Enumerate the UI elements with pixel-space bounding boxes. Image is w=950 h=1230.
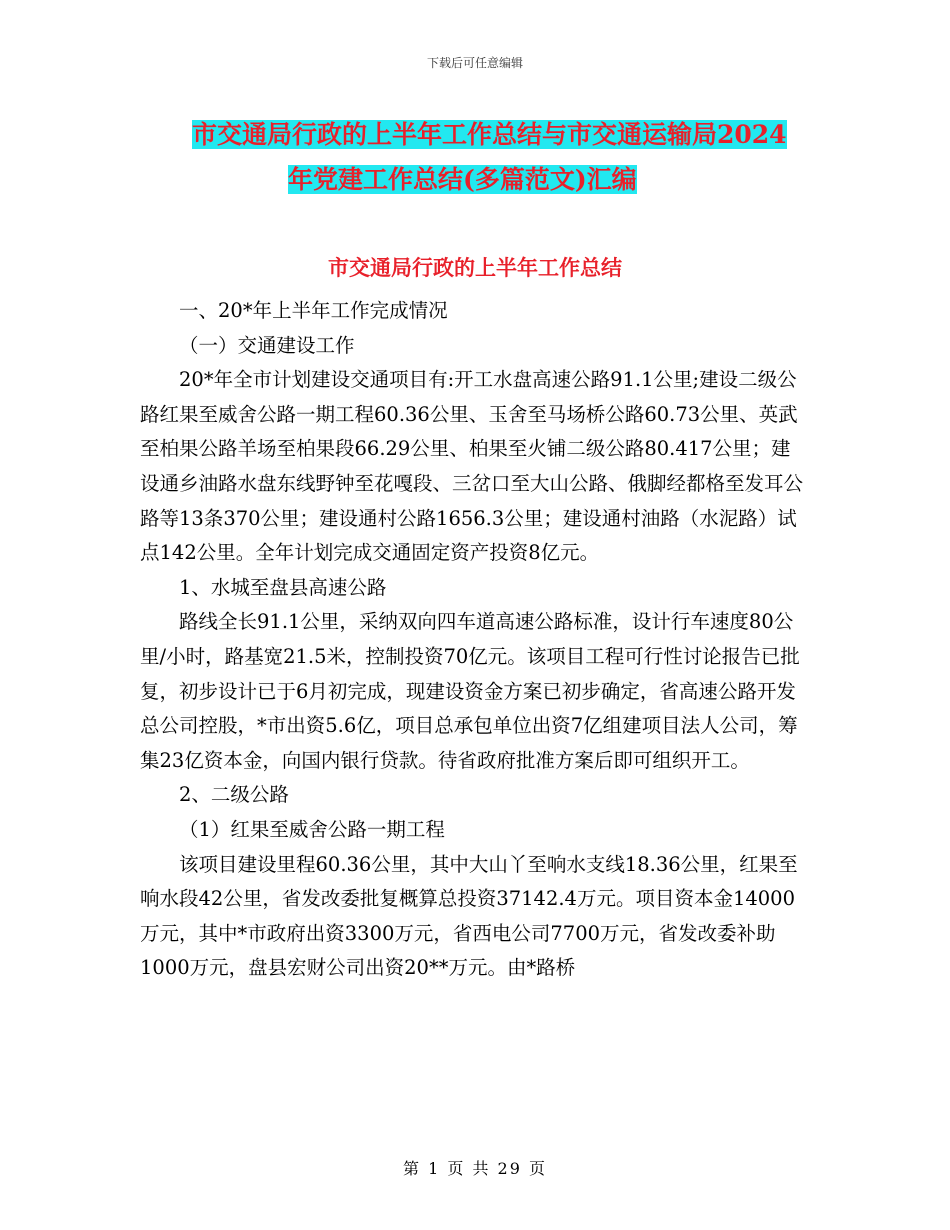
title-line-2: 年党建工作总结(多篇范文)汇编	[288, 165, 637, 194]
paragraph: 路线全长91.1公里，采纳双向四车道高速公路标准，设计行车速度80公里/小时，路基宽21.5米，控制投资70亿元。该项目工程可行性讨论报告已批复，初步设计已于6月初完成，现建设资金方案已初步确定，省高速公路开发总公司控股，*市出资5.6亿，项目总承包单位出资7亿组建项目法人公司，筹集23亿资本金，向国内银行贷款。待省政府批准方案后即可组织开工。	[140, 610, 800, 772]
document-body	[140, 294, 810, 986]
paragraph: 20*年全市计划建设交通项目有:开工水盘高速公路91.1公里;建设二级公路红果至威舍公路一期工程60.36公里、玉舍至马场桥公路60.73公里、英武至柏果公路羊场至柏果段66.29公里、柏果至火铺二级公路80.417公里；建设通乡油路水盘东线野钟至花嘎段、三岔口至大山公路、俄脚经都格至发耳公路等13条370公里；建设通村公路1656.3公里；建设通村油路（水泥路）试点142公里。全年计划完成交通固定资产投资8亿元。	[140, 368, 804, 565]
page-footer: 第 1 页 共 29 页	[403, 1159, 547, 1178]
paragraph: 该项目建设里程60.36公里，其中大山丫至响水支线18.36公里，红果至响水段42公里，省发改委批复概算总投资37142.4万元。项目资本金14000万元，其中*市政府出资3300万元，省西电公司7700万元，省发改委补助1000万元，盘县宏财公司出资20**万元。由*路桥	[140, 852, 798, 980]
heading-item: 1、水城至盘县高速公路	[179, 575, 387, 599]
heading-level-2: （一）交通建设工作	[179, 333, 355, 357]
heading-level-1: 一、20*年上半年工作完成情况	[179, 299, 448, 322]
title-line-1: 市交通局行政的上半年工作总结与市交通运输局2024	[192, 120, 787, 149]
heading-item: 2、二级公路	[179, 783, 289, 807]
document-title	[140, 112, 820, 202]
section-title: 市交通局行政的上半年工作总结	[328, 255, 622, 280]
header-note: 下载后可任意编辑	[426, 56, 523, 70]
heading-subitem: （1）红果至威舍公路一期工程	[179, 817, 445, 841]
